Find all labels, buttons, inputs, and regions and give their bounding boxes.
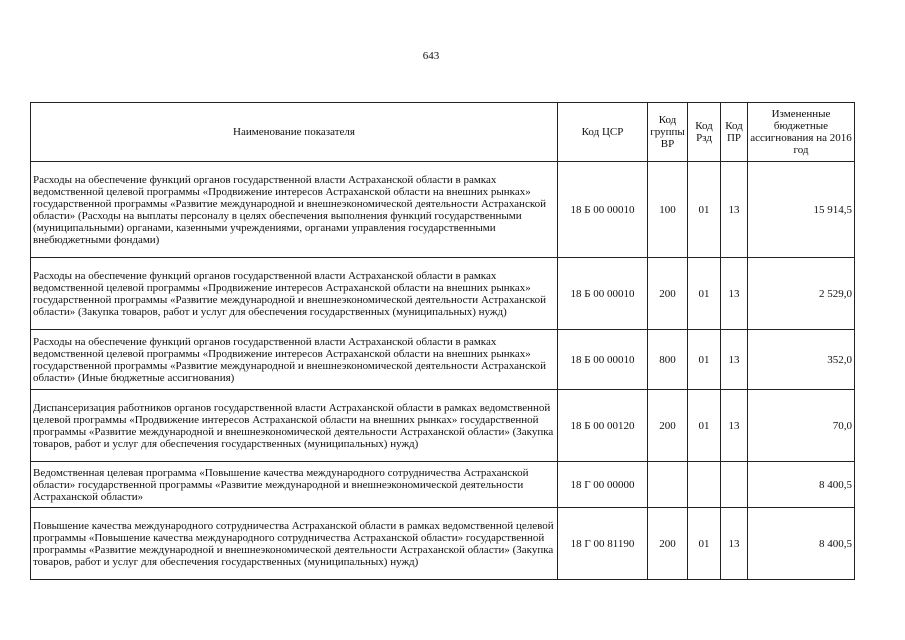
table-row	[31, 508, 855, 580]
row-pr-code	[721, 462, 748, 508]
row-vr-code: 200	[648, 258, 688, 330]
row-rzd-code	[688, 462, 721, 508]
row-rzd-code: 01	[688, 390, 721, 462]
row-rzd-code: 01	[688, 330, 721, 390]
row-pr-code: 13	[721, 330, 748, 390]
row-name: Ведомственная целевая программа «Повышение качества международного сотрудничества Астраханской области» государственной программы «Развитие международной и внешнеэкономической деятельности Астраханской области»	[31, 462, 558, 508]
row-csr-code: 18 Б 00 00010	[558, 330, 648, 390]
budget-allocation-table	[30, 102, 855, 580]
row-name: Расходы на обеспечение функций органов государственной власти Астраханской области в рамках ведомственной целевой программы «Продвижение интересов Астраханской области на внешних рынках» государственной программы «Развитие международной и внешнеэкономической деятельности Астраханской области» (Иные бюджетные ассигнования)	[31, 330, 558, 390]
row-rzd-code: 01	[688, 162, 721, 258]
table-row	[31, 258, 855, 330]
table-row	[31, 462, 855, 508]
header-csr-code: Код ЦСР	[558, 103, 648, 162]
row-name: Расходы на обеспечение функций органов государственной власти Астраханской области в рамках ведомственной целевой программы «Продвижение интересов Астраханской области на внешних рынках» государственной программы «Развитие международной и внешнеэкономической деятельности Астраханской области» (Закупка товаров, работ и услуг для обеспечения государственных (муниципальных) нужд)	[31, 258, 558, 330]
header-vr-code: Код группы ВР	[648, 103, 688, 162]
header-name: Наименование показателя	[31, 103, 558, 162]
row-csr-code: 18 Г 00 81190	[558, 508, 648, 580]
table-row	[31, 330, 855, 390]
table-row	[31, 162, 855, 258]
row-vr-code: 200	[648, 390, 688, 462]
header-amount: Измененные бюджетные ассигнования на 2016 год	[748, 103, 855, 162]
row-pr-code: 13	[721, 390, 748, 462]
row-pr-code: 13	[721, 258, 748, 330]
row-pr-code: 13	[721, 508, 748, 580]
row-vr-code	[648, 462, 688, 508]
row-amount: 8 400,5	[748, 462, 855, 508]
row-amount: 8 400,5	[748, 508, 855, 580]
row-vr-code: 800	[648, 330, 688, 390]
row-rzd-code: 01	[688, 508, 721, 580]
row-csr-code: 18 Б 00 00010	[558, 258, 648, 330]
header-pr-code: Код ПР	[721, 103, 748, 162]
row-amount: 352,0	[748, 330, 855, 390]
row-name: Повышение качества международного сотрудничества Астраханской области в рамках ведомственной целевой программы «Повышение качества международного сотрудничества Астраханской области» государственной программы «Развитие международной и внешнеэкономической деятельности Астраханской области» (Закупка товаров, работ и услуг для обеспечения государственных (муниципальных) нужд)	[31, 508, 558, 580]
row-vr-code: 100	[648, 162, 688, 258]
row-amount: 2 529,0	[748, 258, 855, 330]
row-rzd-code: 01	[688, 258, 721, 330]
row-amount: 70,0	[748, 390, 855, 462]
row-csr-code: 18 Б 00 00010	[558, 162, 648, 258]
header-rzd-code: Код Рзд	[688, 103, 721, 162]
row-name: Диспансеризация работников органов государственной власти Астраханской области в рамках ведомственной целевой программы «Продвижение интересов Астраханской области на внешних рынках» государственной программы «Развитие международной и внешнеэкономической деятельности Астраханской области» (Закупка товаров, работ и услуг для обеспечения государственных (муниципальных) нужд)	[31, 390, 558, 462]
page-number: 643	[422, 50, 440, 62]
row-amount: 15 914,5	[748, 162, 855, 258]
row-csr-code: 18 Б 00 00120	[558, 390, 648, 462]
row-csr-code: 18 Г 00 00000	[558, 462, 648, 508]
row-pr-code: 13	[721, 162, 748, 258]
table-row	[31, 390, 855, 462]
row-vr-code: 200	[648, 508, 688, 580]
row-name: Расходы на обеспечение функций органов государственной власти Астраханской области в рамках ведомственной целевой программы «Продвижение интересов Астраханской области на внешних рынках» государственной программы «Развитие международной и внешнеэкономической деятельности Астраханской области» (Расходы на выплаты персоналу в целях обеспечения выполнения функций государственными (муниципальными) органами, казенными учреждениями, органами управления государственными внебюджетными фондами)	[31, 162, 558, 258]
table-header-row	[31, 103, 855, 162]
